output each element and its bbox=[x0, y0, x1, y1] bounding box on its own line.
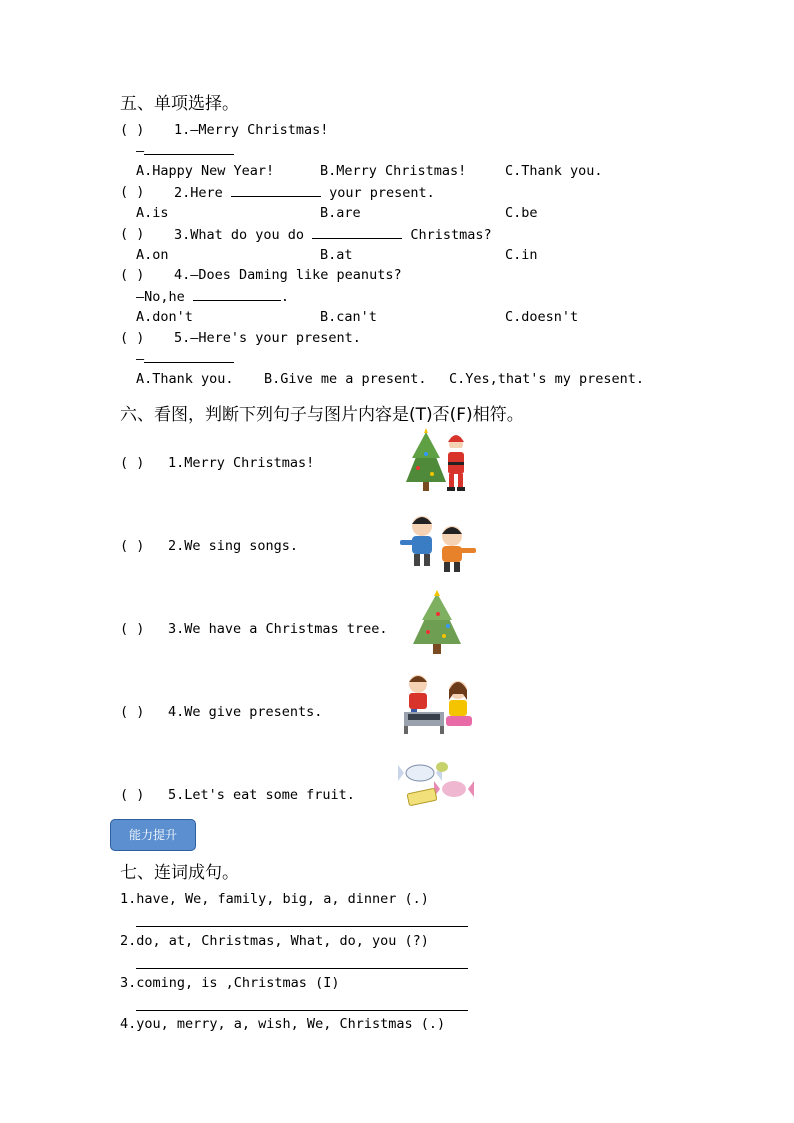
sentence-1-words: 1.have, We, family, big, a, dinner (.) bbox=[120, 891, 429, 907]
sentence-2-answer-line[interactable] bbox=[136, 968, 468, 969]
q4-text: 4.—Does Daming like peanuts? bbox=[174, 267, 402, 283]
kids-giving-presents-picture bbox=[400, 670, 476, 736]
judge-5-paren[interactable]: ( ) bbox=[120, 787, 145, 803]
q1-paren[interactable]: ( ) bbox=[120, 122, 145, 138]
q4-option-c[interactable]: C.doesn't bbox=[505, 309, 579, 325]
sentence-1-answer-line[interactable] bbox=[136, 926, 468, 927]
q4-reply: —No,he . bbox=[136, 289, 290, 305]
judge-5-text: 5.Let's eat some fruit. bbox=[168, 787, 355, 803]
ability-improvement-badge: 能力提升 bbox=[110, 819, 196, 851]
christmas-tree-picture bbox=[408, 590, 466, 656]
q2-option-c[interactable]: C.be bbox=[505, 205, 538, 221]
q4-option-b[interactable]: B.can't bbox=[320, 309, 377, 325]
judge-1-paren[interactable]: ( ) bbox=[120, 455, 145, 471]
q2-option-b[interactable]: B.are bbox=[320, 205, 361, 221]
judge-4-text: 4.We give presents. bbox=[168, 704, 323, 720]
q2-paren[interactable]: ( ) bbox=[120, 184, 145, 200]
section5-title: 五、单项选择。 bbox=[120, 94, 239, 114]
q1-option-a[interactable]: A.Happy New Year! bbox=[136, 163, 275, 179]
q3-option-b[interactable]: B.at bbox=[320, 247, 353, 263]
q5-option-c[interactable]: C.Yes,that's my present. bbox=[449, 371, 645, 387]
judge-3-paren[interactable]: ( ) bbox=[120, 621, 145, 637]
q1-reply: — bbox=[136, 142, 234, 159]
judge-1-text: 1.Merry Christmas! bbox=[168, 455, 315, 471]
q3-paren[interactable]: ( ) bbox=[120, 226, 145, 242]
q3-text: 3.What do you do Christmas? bbox=[174, 227, 492, 243]
q5-paren[interactable]: ( ) bbox=[120, 330, 145, 346]
judge-2-text: 2.We sing songs. bbox=[168, 538, 299, 554]
sentence-2-words: 2.do, at, Christmas, What, do, you (?) bbox=[120, 933, 429, 949]
judge-2-paren[interactable]: ( ) bbox=[120, 538, 145, 554]
q5-option-b[interactable]: B.Give me a present. bbox=[264, 371, 427, 387]
section6-title: 六、看图，判断下列句子与图片内容是(T)否(F)相符。 bbox=[120, 405, 524, 425]
sentence-4-words: 4.you, merry, a, wish, We, Christmas (.) bbox=[120, 1016, 446, 1032]
q2-text: 2.Here your present. bbox=[174, 185, 435, 201]
q4-option-a[interactable]: A.don't bbox=[136, 309, 193, 325]
judge-3-text: 3.We have a Christmas tree. bbox=[168, 621, 388, 637]
candies-picture bbox=[398, 755, 480, 811]
q2-option-a[interactable]: A.is bbox=[136, 205, 169, 221]
q1-option-b[interactable]: B.Merry Christmas! bbox=[320, 163, 467, 179]
q5-reply: — bbox=[136, 350, 234, 367]
sentence-3-words: 3.coming, is ,Christmas (I) bbox=[120, 975, 340, 991]
sentence-3-answer-line[interactable] bbox=[136, 1010, 468, 1011]
section7-title: 七、连词成句。 bbox=[120, 863, 239, 883]
q3-option-c[interactable]: C.in bbox=[505, 247, 538, 263]
christmas-tree-santa-picture bbox=[400, 428, 476, 494]
judge-4-paren[interactable]: ( ) bbox=[120, 704, 145, 720]
q1-text: 1.—Merry Christmas! bbox=[174, 122, 329, 138]
q3-option-a[interactable]: A.on bbox=[136, 247, 169, 263]
q4-paren[interactable]: ( ) bbox=[120, 267, 145, 283]
q5-text: 5.—Here's your present. bbox=[174, 330, 361, 346]
kids-singing-picture bbox=[398, 510, 480, 574]
q5-option-a[interactable]: A.Thank you. bbox=[136, 371, 234, 387]
q1-option-c[interactable]: C.Thank you. bbox=[505, 163, 603, 179]
